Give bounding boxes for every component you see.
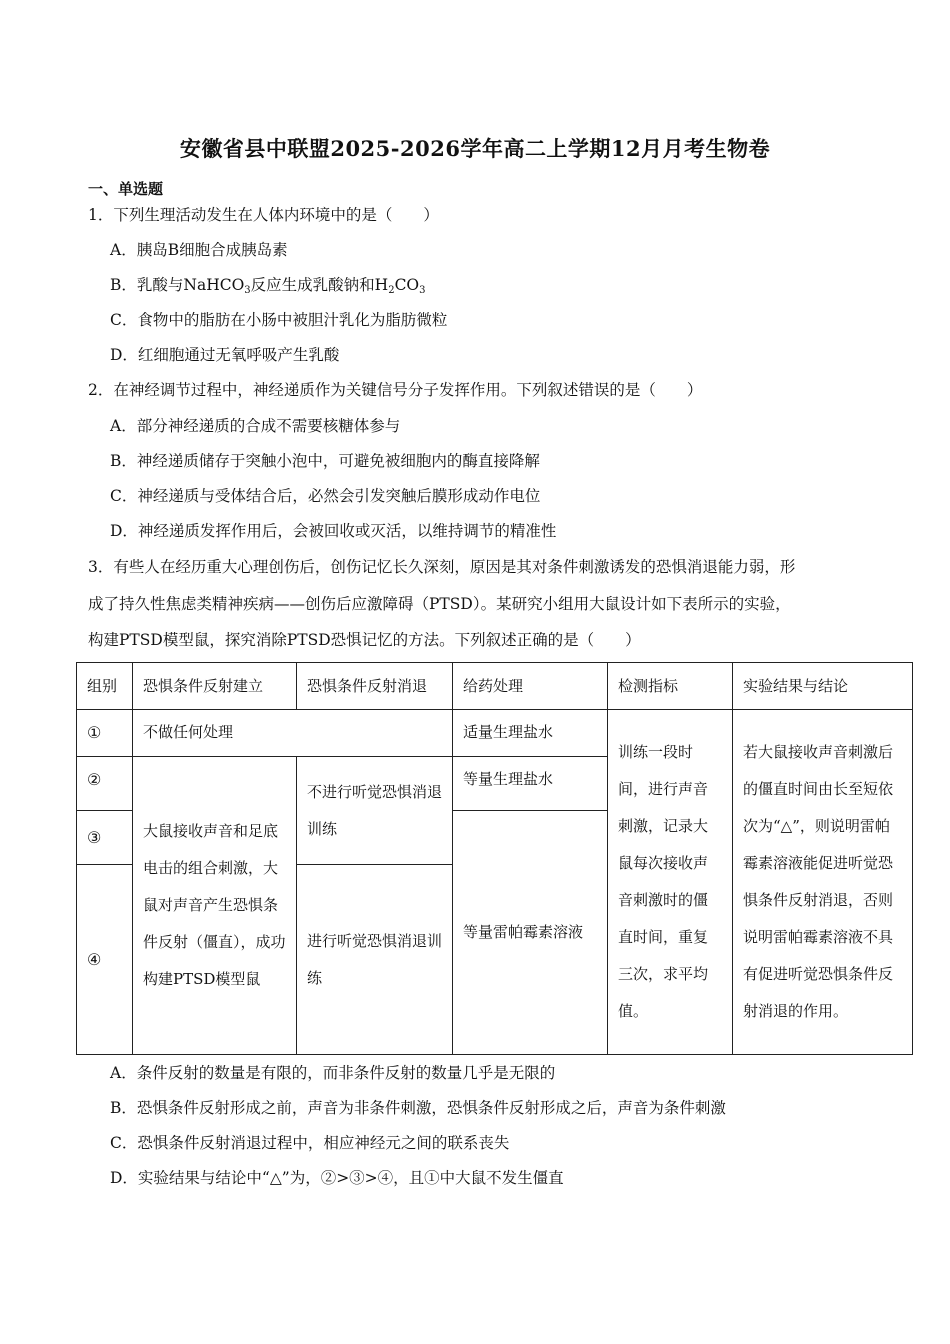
header-build: 恐惧条件反射建立 xyxy=(133,663,297,710)
q1-b-part1: B．乳酸与NaHCO xyxy=(110,276,245,294)
group-4: ④ xyxy=(77,865,133,1055)
table-row xyxy=(77,710,913,757)
no-treatment-cell: 不做任何处理 xyxy=(133,710,453,757)
q1-b-part2: 反应生成乳酸钠和H xyxy=(250,276,389,294)
question-2-option-a: A．部分神经递质的合成不需要核糖体参与 xyxy=(110,417,401,435)
question-1-stem: 1．下列生理活动发生在人体内环境中的是（ ） xyxy=(88,206,439,224)
question-1-option-d: D．红细胞通过无氧呼吸产生乳酸 xyxy=(110,346,340,364)
question-3-option-a: A．条件反射的数量是有限的，而非条件反射的数量几乎是无限的 xyxy=(110,1064,556,1082)
q1-b-part3: CO xyxy=(394,276,420,294)
question-3-option-c: C．恐惧条件反射消退过程中，相应神经元之间的联系丧失 xyxy=(110,1134,510,1152)
experiment-table xyxy=(76,662,913,1055)
measure-cell: 训练一段时间，进行声音刺激，记录大鼠每次接收声音刺激时的僵直时间，重复三次，求平均值。 xyxy=(608,710,733,1055)
question-2-option-b: B．神经递质储存于突触小泡中，可避免被细胞内的酶直接降解 xyxy=(110,452,540,470)
question-2-option-c: C．神经递质与受体结合后，必然会引发突触后膜形成动作电位 xyxy=(110,487,541,505)
no-extinction-cell: 不进行听觉恐惧消退训练 xyxy=(297,757,453,865)
question-3-line-3: 构建PTSD模型鼠，探究消除PTSD恐惧记忆的方法。下列叙述正确的是（ ） xyxy=(88,631,641,649)
build-model-cell: 大鼠接收声音和足底电击的组合刺激，大鼠对声音产生恐惧条件反射（僵直），成功构建PTSD模型鼠 xyxy=(133,757,297,1055)
question-2-option-d: D．神经递质发挥作用后，会被回收或灭活，以维持调节的精准性 xyxy=(110,522,557,540)
page-title: 安徽省县中联盟2025-2026学年高二上学期12月月考生物卷 xyxy=(179,136,771,161)
header-result: 实验结果与结论 xyxy=(733,663,913,710)
question-3-line-1: 3．有些人在经历重大心理创伤后，创伤记忆长久深刻，原因是其对条件刺激诱发的恐惧消退能力弱，形 xyxy=(88,558,796,576)
group-3: ③ xyxy=(77,811,133,865)
header-drug: 给药处理 xyxy=(453,663,608,710)
group-1: ① xyxy=(77,710,133,757)
result-cell: 若大鼠接收声音刺激后的僵直时间由长至短依次为“△”，则说明雷帕霉素溶液能促进听觉恐惧条件反射消退，否则说明雷帕霉素溶液不具有促进听觉恐惧条件反射消退的作用。 xyxy=(733,710,913,1055)
question-2-stem: 2．在神经调节过程中，神经递质作为关键信号分子发挥作用。下列叙述错误的是（ ） xyxy=(88,381,703,399)
question-1-option-c: C．食物中的脂肪在小肠中被胆汁乳化为脂肪微粒 xyxy=(110,311,448,329)
drug-group-1: 适量生理盐水 xyxy=(453,710,608,757)
q1-b-sub2: 2 xyxy=(388,285,395,296)
group-2: ② xyxy=(77,757,133,811)
question-3-option-b: B．恐惧条件反射形成之前，声音为非条件刺激，恐惧条件反射形成之后，声音为条件刺激 xyxy=(110,1099,726,1117)
header-group: 组别 xyxy=(77,663,133,710)
question-1-option-b xyxy=(110,273,426,296)
question-3-option-d: D．实验结果与结论中“△”为，②>③>④，且①中大鼠不发生僵直 xyxy=(110,1169,564,1187)
drug-group-34: 等量雷帕霉素溶液 xyxy=(453,811,608,1055)
header-measure: 检测指标 xyxy=(608,663,733,710)
q1-b-sub3: 3 xyxy=(419,285,426,296)
q1-b-sub1: 3 xyxy=(244,285,251,296)
question-1-option-a: A．胰岛B细胞合成胰岛素 xyxy=(110,241,288,259)
question-3-line-2: 成了持久性焦虑类精神疾病——创伤后应激障碍（PTSD）。某研究小组用大鼠设计如下表所示的实验， xyxy=(88,595,791,613)
table-header-row xyxy=(77,663,913,710)
header-extinction: 恐惧条件反射消退 xyxy=(297,663,453,710)
section-heading: 一、单选题 xyxy=(88,180,164,198)
extinction-cell: 进行听觉恐惧消退训练 xyxy=(297,865,453,1055)
drug-group-2: 等量生理盐水 xyxy=(453,757,608,811)
